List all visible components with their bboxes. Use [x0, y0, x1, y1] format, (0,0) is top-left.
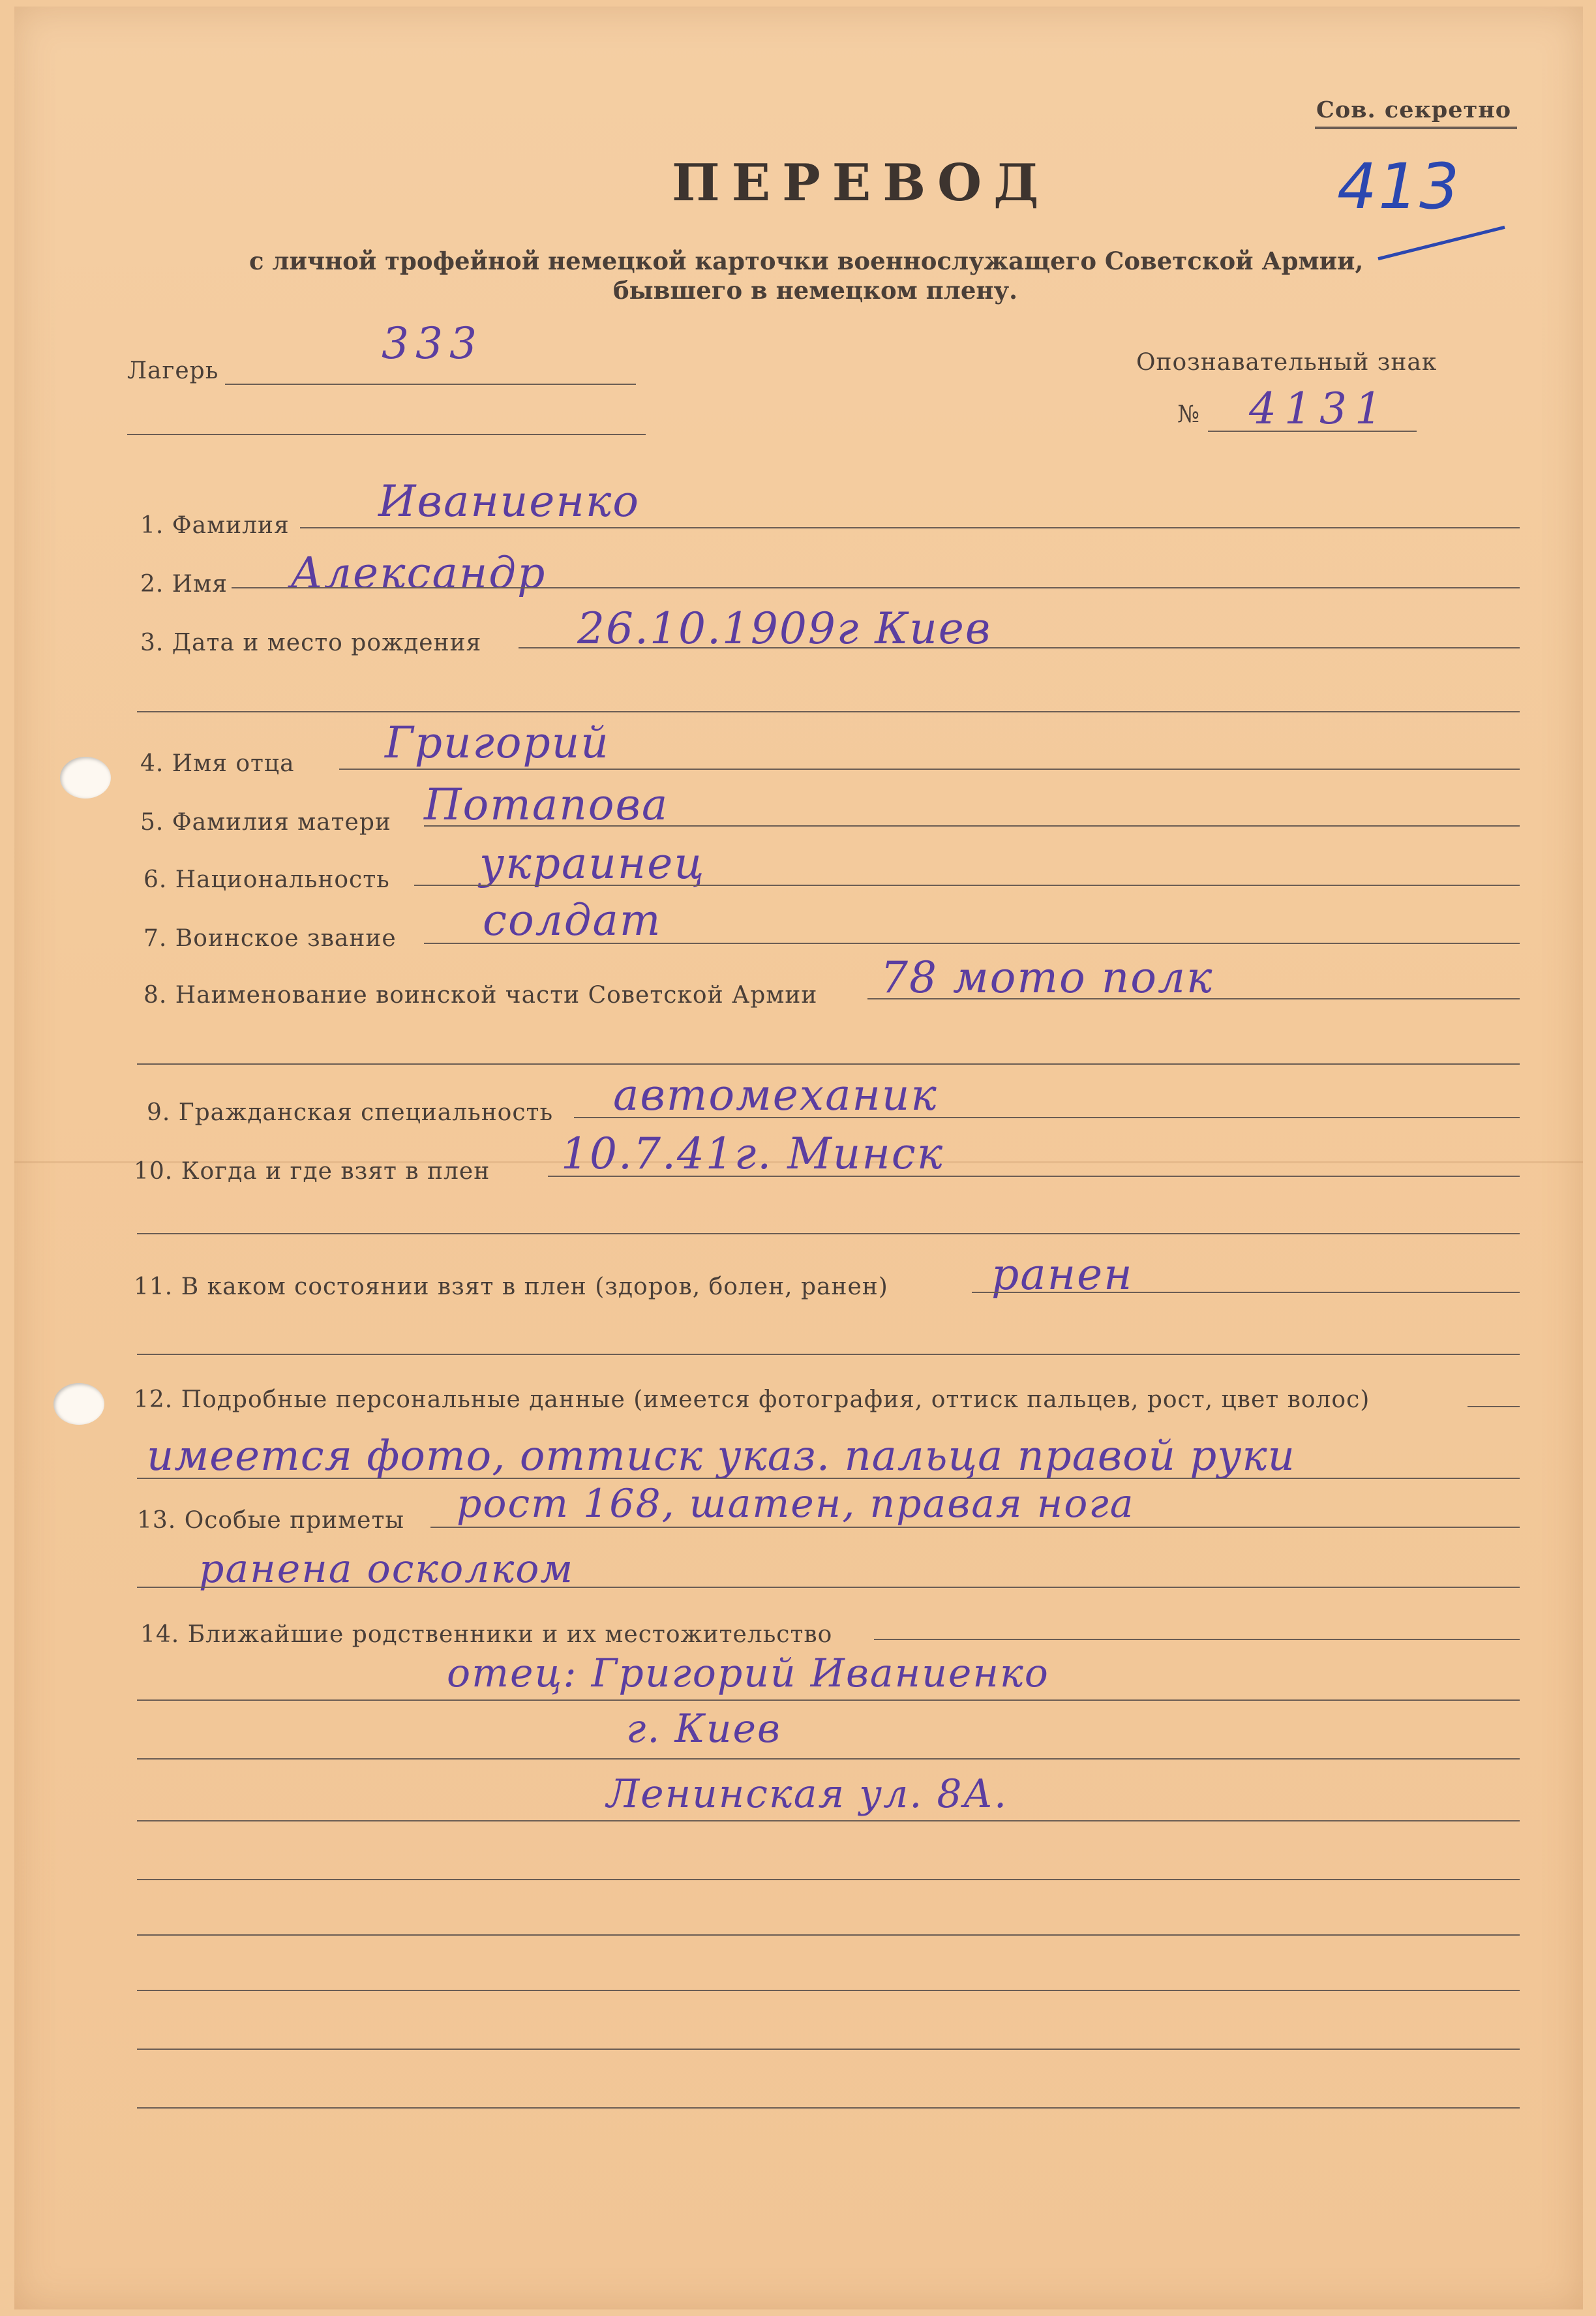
camp-value: 333 [382, 318, 483, 369]
field-8-label: 8. Наименование воинской части Советской Армии [143, 982, 818, 1009]
field-13-line-2 [137, 1587, 1520, 1588]
field-3-line-2 [137, 711, 1520, 712]
classification-underline [1315, 127, 1517, 129]
camp-line-2 [127, 434, 646, 435]
field-14-line [874, 1639, 1520, 1640]
blank-line-7 [137, 2049, 1520, 2050]
field-14-label: 14. Ближайшие родственники и их местожительство [140, 1621, 833, 1648]
blank-line-3 [137, 1820, 1520, 1821]
field-11-label: 11. В каком состоянии взят в плен (здоров, болен, ранен) [134, 1273, 888, 1300]
field-1-label: 1. Фамилия [140, 512, 290, 539]
id-tag-label: Опознавательный знак [1136, 349, 1438, 376]
field-7-value: солдат [483, 895, 662, 945]
field-5-value: Потапова [424, 780, 669, 830]
field-6-label: 6. Национальность [143, 866, 390, 893]
field-12-label: 12. Подробные персональные данные (имеется фотография, оттиск пальцев, рост, цвет волос) [134, 1386, 1370, 1413]
field-11-line [972, 1292, 1520, 1293]
blank-line-5 [137, 1934, 1520, 1936]
field-12-value: имеется фото, оттиск указ. пальца правой руки [147, 1432, 1295, 1480]
field-5-line [424, 825, 1520, 827]
classification-mark: Сов. секретно [1316, 97, 1512, 123]
field-7-line [424, 943, 1520, 944]
field-3-value: 26.10.1909г Киев [577, 603, 992, 654]
blank-line-8 [137, 2107, 1520, 2109]
punch-hole-upper [60, 757, 111, 799]
field-6-value: украинец [479, 838, 706, 889]
field-13-value-2: ранена осколком [199, 1546, 575, 1592]
id-tag-line [1208, 431, 1417, 432]
field-10-line-2 [137, 1233, 1520, 1234]
blank-line-4 [137, 1879, 1520, 1880]
field-13-label: 13. Особые приметы [137, 1507, 405, 1534]
id-tag-number-label: № [1177, 401, 1201, 428]
blank-line-2 [137, 1758, 1520, 1760]
field-1-value: Иваниенко [378, 476, 640, 526]
blank-line-1 [137, 1699, 1520, 1701]
field-14-value-line-3: Ленинская ул. 8А. [607, 1771, 1008, 1817]
field-13-value: рост 168, шатен, правая нога [457, 1481, 1135, 1527]
id-tag-value: 4131 [1249, 384, 1390, 434]
field-8-line-2 [137, 1063, 1520, 1065]
field-11-value: ранен [991, 1249, 1134, 1300]
blank-line-6 [137, 1990, 1520, 1991]
field-10-label: 10. Когда и где взят в плен [134, 1158, 490, 1185]
field-12-line-tail [1468, 1406, 1520, 1407]
subtitle-line-2: бывшего в немецком плену. [613, 276, 1018, 305]
field-5-label: 5. Фамилия матери [140, 809, 391, 836]
field-8-value: 78 мото полк [881, 952, 1214, 1003]
field-3-line [519, 647, 1520, 648]
field-8-line [867, 998, 1520, 999]
reference-number: 413 [1337, 150, 1461, 223]
subtitle-line-1: с личной трофейной немецкой карточки военнослужащего Советской Армии, [249, 247, 1364, 275]
field-2-label: 2. Имя [140, 571, 228, 598]
document-title: ПЕРЕВОД [672, 153, 1051, 213]
field-14-value-line-2: г. Киев [626, 1706, 781, 1752]
field-7-label: 7. Воинское звание [143, 925, 397, 952]
field-9-label: 9. Гражданская специальность [147, 1099, 554, 1126]
field-2-line [232, 587, 1520, 588]
field-13-line [430, 1527, 1520, 1528]
camp-line-1 [225, 384, 636, 385]
field-4-line [339, 769, 1520, 770]
field-14-value-line-1: отец: Григорий Иваниенко [447, 1651, 1049, 1696]
field-9-line [574, 1117, 1520, 1118]
field-1-line [300, 527, 1520, 528]
field-4-label: 4. Имя отца [140, 750, 295, 777]
punch-hole-lower [53, 1383, 104, 1425]
field-4-value: Григорий [385, 718, 610, 768]
field-9-value: автомеханик [613, 1070, 938, 1120]
field-10-line [548, 1176, 1520, 1177]
field-2-value: Александр [290, 548, 547, 598]
camp-label: Лагерь [127, 358, 219, 384]
field-10-value: 10.7.41г. Минск [561, 1129, 944, 1179]
field-11-line-2 [137, 1354, 1520, 1355]
field-3-label: 3. Дата и место рождения [140, 630, 482, 656]
field-6-line [414, 885, 1520, 886]
field-12-line [137, 1478, 1520, 1479]
